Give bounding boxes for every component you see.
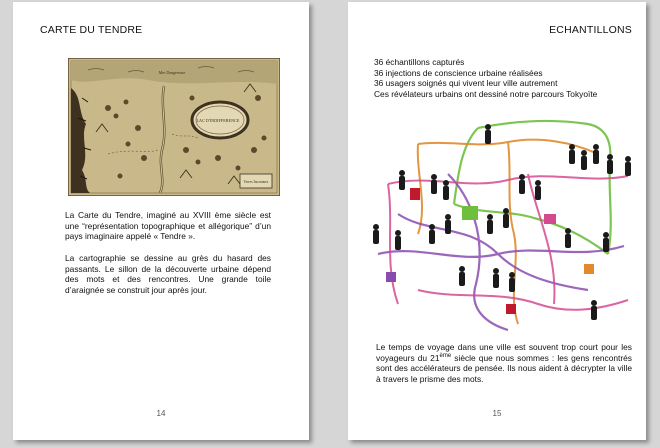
travel-paragraph bbox=[376, 342, 632, 384]
stat-line: 36 usagers soignés qui vivent leur ville autrement bbox=[374, 78, 558, 88]
engraving-cartouche-label: Terres Inconnues bbox=[243, 180, 269, 184]
left-page bbox=[13, 2, 309, 440]
page-number-left: 14 bbox=[156, 409, 166, 418]
station-marker bbox=[506, 304, 516, 314]
stat-line: 36 injections de conscience urbaine réalisées bbox=[374, 67, 543, 78]
travel-paragraph-end: siècle que nous sommes : les gens rencontrés sont des accélérateurs de pensée. Ils nous aident à décrypter la ville à travers le prisme des mots. bbox=[376, 352, 632, 384]
cartography-paragraph: La cartographie se dessine au grès du hasard des passants. Le sillon de la découverte urbaine dépend des mots et des rencontres. Une grande toile d’araignée se construit jour après jour. bbox=[65, 253, 271, 295]
ordinal-suffix: ème bbox=[439, 352, 452, 359]
travel-paragraph-start: Le temps de voyage dans une ville est souvent trop court pour les voyageurs du 21 bbox=[376, 342, 632, 363]
station-marker bbox=[544, 214, 556, 224]
tokyo-route-map bbox=[358, 114, 640, 336]
station-marker bbox=[410, 188, 420, 200]
stats-list bbox=[374, 57, 636, 99]
page-heading-left: CARTE DU TENDRE bbox=[40, 24, 143, 36]
page-number-right: 15 bbox=[492, 409, 502, 418]
stat-line: 36 échantillons capturés bbox=[374, 57, 465, 67]
station-marker bbox=[584, 264, 594, 274]
intro-paragraph: La Carte du Tendre, imaginé au XVIII ème siècle est une “représentation topographique et allégorique” d’un pays imaginaire appelé « Tendre ». bbox=[65, 210, 271, 241]
carte-du-tendre-engraving bbox=[68, 58, 280, 196]
station-marker bbox=[386, 272, 396, 282]
engraving-sea-label: Mer Dangereuse bbox=[158, 70, 186, 75]
stat-line: Ces révélateurs urbains ont dessiné notre parcours Tokyoïte bbox=[374, 88, 598, 99]
right-page bbox=[348, 2, 646, 440]
station-marker bbox=[462, 206, 478, 220]
page-heading-right: ECHANTILLONS bbox=[549, 24, 632, 36]
engraving-lake-label: LAC D'INDIFFERENCE bbox=[196, 118, 240, 123]
